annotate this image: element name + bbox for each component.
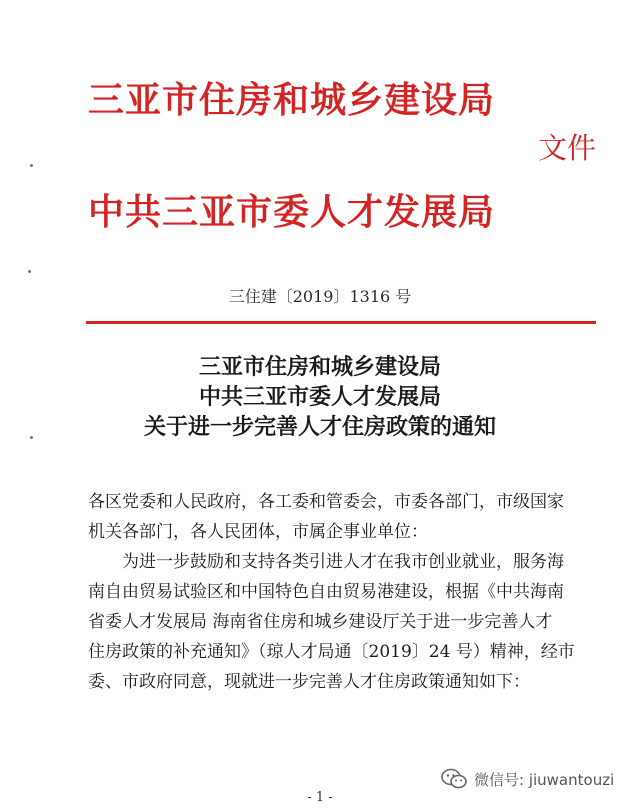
document-word: 文件 [538, 131, 597, 165]
wechat-icon [440, 768, 468, 790]
document-body [88, 487, 608, 697]
red-divider [86, 321, 596, 324]
title-line: 关于进一步完善人才住房政策的通知 [143, 414, 496, 440]
wechat-watermark [440, 768, 614, 790]
title-line: 三亚市住房和城乡建设局 [198, 354, 441, 380]
title-line: 中共三亚市委人才发展局 [198, 384, 441, 410]
scan-speck [28, 270, 31, 273]
body-line: 机关各部门，各人民团体，市属企事业单位： [88, 522, 428, 542]
document-number: 三住建〔2019〕1316 号 [228, 287, 412, 306]
issuer-name-talent-bureau: 中共三亚市委人才发展局 [88, 191, 496, 233]
body-line: 委、市政府同意，现就进一步完善人才住房政策通知如下： [88, 672, 530, 692]
body-line: 省委人才发展局 海南省住房和城乡建设厅关于进一步完善人才 [88, 612, 553, 632]
body-line: 为进一步鼓励和支持各类引进人才在我市创业就业，服务海 [122, 552, 564, 572]
body-line: 南自由贸易试验区和中国特色自由贸易港建设，根据《中共海南 [88, 582, 564, 602]
page-number: - 1 - [307, 790, 333, 805]
issuer-name-housing-bureau: 三亚市住房和城乡建设局 [88, 79, 496, 121]
document-title [0, 352, 640, 442]
scan-speck [30, 164, 33, 167]
body-line: 住房政策的补充通知》（琼人才局通〔2019〕24 号）精神，经市 [88, 642, 575, 662]
watermark-text: 微信号: jiuwantouzi [474, 770, 615, 789]
body-line: 各区党委和人民政府，各工委和管委会，市委各部门，市级国家 [88, 492, 564, 512]
